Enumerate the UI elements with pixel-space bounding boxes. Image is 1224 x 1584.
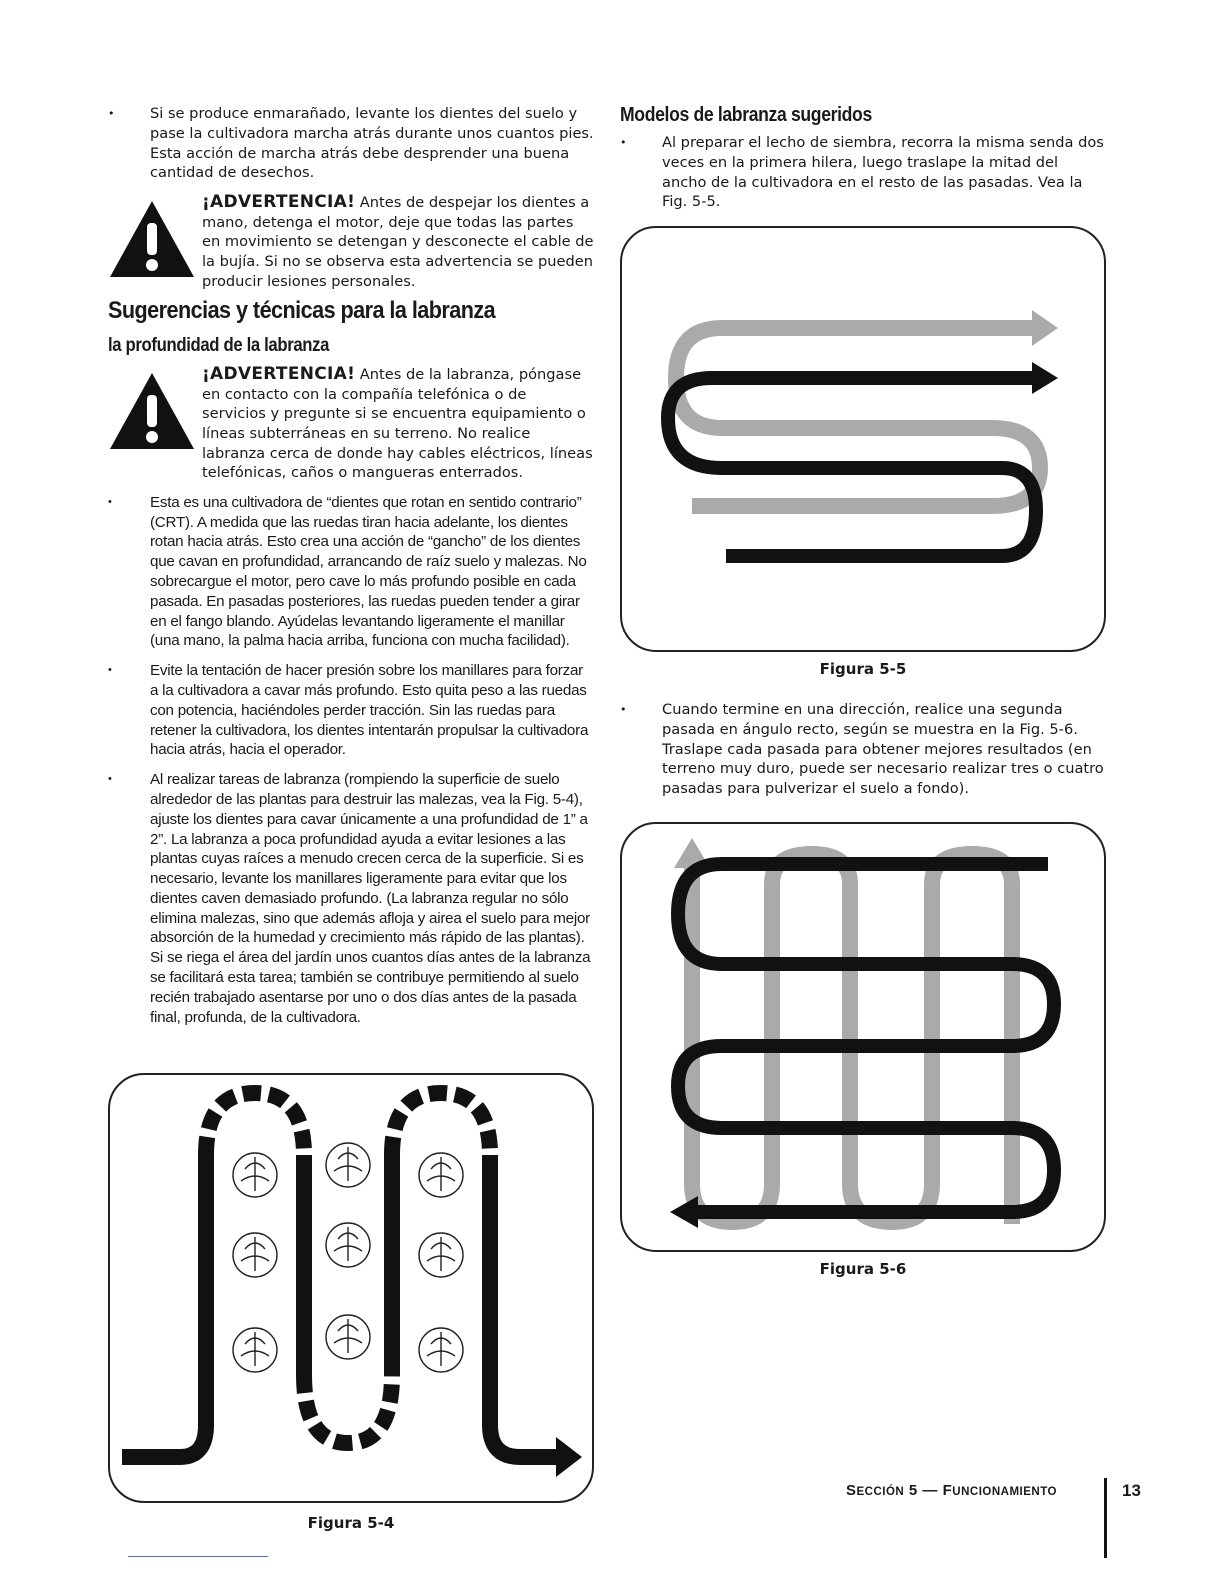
bullet-angulo: • Cuando termine en una dirección, realice una segunda pasada en ángulo recto, según se muestra en la Fig. 5-6. Traslape cada pasada para obtener mejores resultados (en terreno muy duro, puede ser necesario realizar tres o cuatro pasadas para pulverizar el suelo a fondo). [620,700,1106,799]
warning-label: ¡ADVERTENCIA! [202,364,356,385]
warning-labranza [108,365,594,483]
warning-text: Antes de despejar los dientes a mano, detenga el motor, deje que todas las partes en movimiento se detengan y desconecte el cable de la bujía. Si no se observa esta advertencia se pueden producir lesiones personales. [202,194,594,290]
right-column [620,104,1106,222]
seedbed-pattern-illustration [622,228,1106,652]
bullet-labranza: • Al realizar tareas de labranza (rompiendo la superficie de suelo alrededor de las plantas para destruir las malezas, vea la Fig. 5-4), ajuste los dientes para cavar únicamente a una profundidad de 1” a 2”. La labranza a poca profundidad ayuda a evitar lesiones a las plantas cuyas raíces a menudo crecen cerca de la superficie. Si es necesario, levante los manillares ligeramente para evitar que los dientes caven demasiado profundo. (La labranza regular no sólo elimina malezas, sino que además afloja y airea el suelo para mejor absorción de la humedad y crecimiento más rápido de las plantas). Si se riega el área del jardín unos cuantos días antes de la labranza se facilitará esta tarea; también se contribuye permitiendo al suelo recién trabajado asentarse por uno o dos días antes de la pasada final, profunda, de la cultivadora. [108,770,594,1027]
left-column [108,104,594,1037]
page-number: 13 [1122,1481,1141,1500]
warning-label: ¡ADVERTENCIA! [202,192,356,213]
figure-5-5 [620,226,1106,652]
figure-5-4-caption: Figura 5-4 [307,1514,395,1532]
patterns-heading: Modelos de labranza sugeridos [620,104,872,126]
bullet-enmaranado: • Si se produce enmarañado, levante los dientes del suelo y pase la cultivadora marcha atrás durante unos cuantos pies. Esta acción de marcha atrás debe desprender una buena cantidad de desechos. [108,104,594,183]
figure-5-6-caption: Figura 5-6 [819,1260,907,1278]
scan-mark-line [128,1556,268,1557]
bullet-crt: • Esta es una cultivadora de “dientes que rotan en sentido contrario” (CRT). A medida que las ruedas tiran hacia adelante, los dientes rotan hacia atrás. Esto crea una acción de “gancho” de los dientes que cavan en profundidad, arrancando de raíz suelo y malezas. No sobrecargue el motor, pero cave lo más profundo posible en cada pasada. En pasadas posteriores, las ruedas pueden tender a girar en el fango blando. Ayúdelas levantando ligeramente el manillar (una mano, la palma hacia arriba, funciona con mucha facilidad). [108,493,594,651]
plant-icon [233,1143,463,1372]
warning-text: Antes de la labranza, póngase en contacto con la compañía telefónica o de servicios y pregunte si se encuentra equipamiento o líneas subterráneas en su terreno. No realice labranza cerca de donde hay cables eléctricos, líneas telefónicas, caños o mangueras enterrados. [202,366,593,482]
warning-triangle-icon [108,371,196,451]
section-title: Sugerencias y técnicas para la labranza [108,297,496,325]
bullet-siembra: • Al preparar el lecho de siembra, recorra la misma senda dos veces en la primera hilera, luego traslape la mitad del ancho de la cultivadora en el resto de las pasadas. Vea la Fig. 5-5. [620,133,1106,212]
warning-despejar [108,193,594,293]
footer-divider [1104,1478,1107,1558]
cultivation-path-illustration [110,1075,594,1503]
figure-5-4 [108,1073,594,1503]
right-column-lower [620,700,1106,809]
cross-pass-pattern-illustration [622,824,1106,1252]
warning-triangle-icon [108,199,196,279]
figure-5-6 [620,822,1106,1252]
figure-5-5-caption: Figura 5-5 [819,660,907,678]
bullet-presion: • Evite la tentación de hacer presión sobre los manillares para forzar a la cultivadora a cavar más profundo. Esto quita peso a las ruedas con potencia, haciéndoles perder tracción. Sin las ruedas para retener la cultivadora, los dientes intentarán propulsar la cultivadora hacia atrás, hacia el operador. [108,661,594,760]
footer-section-label: SECCIÓN 5 — FUNCIONAMIENTO [846,1482,1057,1499]
sub-title: la profundidad de la labranza [108,335,330,357]
